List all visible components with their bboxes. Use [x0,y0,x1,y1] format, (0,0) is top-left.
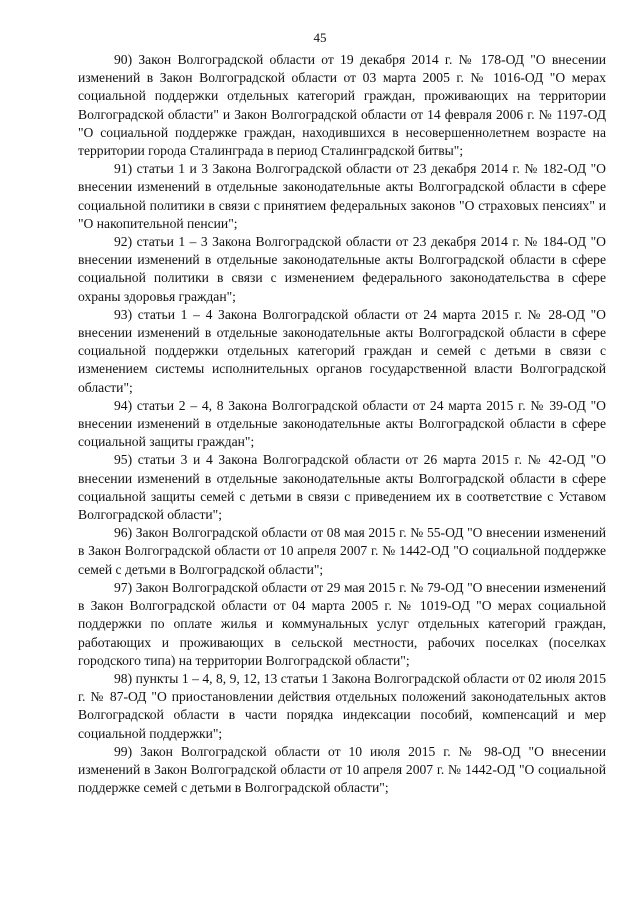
paragraph-90: 90) Закон Волгоградской области от 19 декабря 2014 г. № 178-ОД "О внесении изменений в Закон Волгоградской области от 03 марта 2005 г. № 1016-ОД "О мерах социальной поддержки отдельных категорий граждан, проживающих на территории Волгоградской области" и Закон Волгоградской области от 14 февраля 2006 г. № 1197-ОД "О социальной поддержке граждан, находившихся в несовершеннолетнем возрасте на территории города Сталинграда в период Сталинградской битвы"; [78,52,606,159]
page-number: 45 [313,30,327,45]
paragraph-94: 94) статьи 2 – 4, 8 Закона Волгоградской области от 24 марта 2015 г. № 39-ОД "О внесении изменений в отдельные законодательные акты Волгоградской области в сфере социальной защиты граждан"; [78,397,606,450]
paragraph-97: 97) Закон Волгоградской области от 29 мая 2015 г. № 79-ОД "О внесении изменений в Закон Волгоградской области от 04 марта 2005 г. № 1019-ОД "О мерах социальной поддержки по оплате жилья и коммунальных услуг отдельных категорий граждан, работающих и проживающих в сельской местности, рабочих поселках (поселках городского типа) на территории Волгоградской области"; [78,579,606,668]
paragraph-96: 96) Закон Волгоградской области от 08 мая 2015 г. № 55-ОД "О внесении изменений в Закон Волгоградской области от 10 апреля 2007 г. № 1442-ОД "О социальной поддержке семей с детьми в Волгоградской области"; [78,525,606,577]
paragraph-95: 95) статьи 3 и 4 Закона Волгоградской области от 26 марта 2015 г. № 42-ОД "О внесении изменений в отдельные законодательные акты Волгоградской области в сфере социальной защиты семей с детьми в связи с приведением их в соответствие с Уставом Волгоградской области"; [78,452,606,523]
paragraph-98: 98) пункты 1 – 4, 8, 9, 12, 13 статьи 1 Закона Волгоградской области от 02 июля 2015 г. № 87-ОД "О приостановлении действия отдельных положений законодательных актов Волгоградской области в части порядка индексации пособий, компенсаций и мер социальной поддержки"; [78,670,606,741]
paragraph-92: 92) статьи 1 – 3 Закона Волгоградской области от 23 декабря 2014 г. № 184-ОД "О внесении изменений в отдельные законодательные акты Волгоградской области в сфере социальной политики в связи с изменением федерального законодательства в сфере охраны здоровья граждан"; [78,234,606,304]
paragraph-93: 93) статьи 1 – 4 Закона Волгоградской области от 24 марта 2015 г. № 28-ОД "О внесении изменений в отдельные законодательные акты Волгоградской области в сфере социальной поддержки отдельных категорий граждан и семей с детьми в связи с изменением системы исполнительных органов государственной власти Волгоградской области"; [78,306,606,395]
document-body [78,51,606,797]
paragraph-91: 91) статьи 1 и 3 Закона Волгоградской области от 23 декабря 2014 г. № 182-ОД "О внесении изменений в отдельные законодательные акты Волгоградской области в сфере социальной политики в связи с принятием федеральных законов "О страховых пенсиях" и "О накопительной пенсии"; [78,161,606,231]
paragraph-99: 99) Закон Волгоградской области от 10 июля 2015 г. № 98-ОД "О внесении изменений в Закон Волгоградской области от 10 апреля 2007 г. № 1442-ОД "О социальной поддержке семей с детьми в Волгоградской области"; [78,743,606,796]
